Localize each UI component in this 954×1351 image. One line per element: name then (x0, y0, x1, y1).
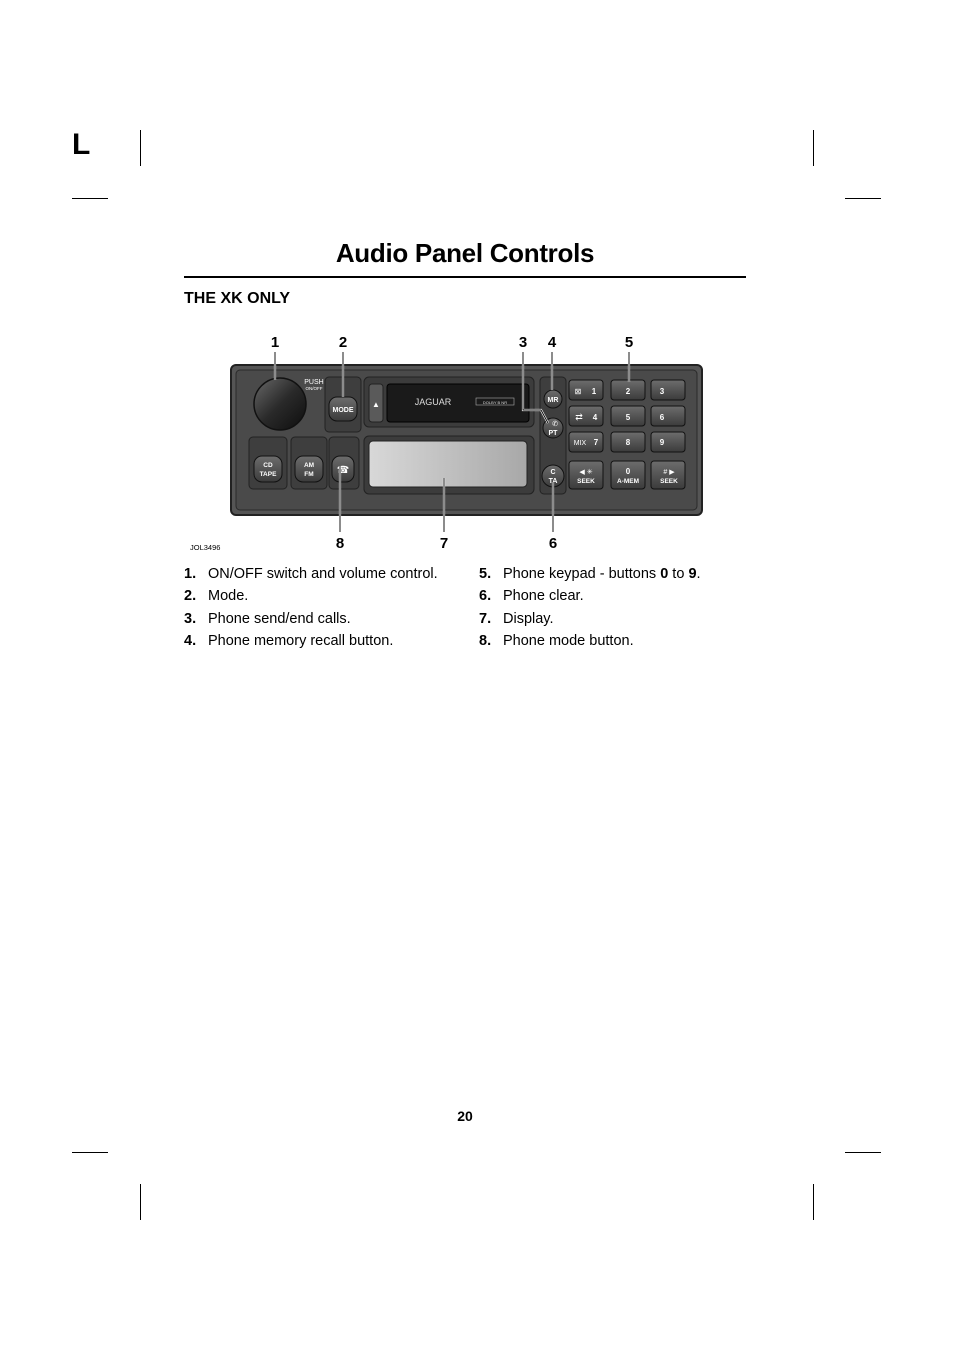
key-1-prefix: ⊠ (574, 387, 582, 396)
keypad (569, 380, 685, 489)
seek-right-label: SEEK (660, 478, 678, 485)
dolby-badge: DOLBY B NR (482, 400, 508, 405)
item-number: 5. (479, 566, 492, 582)
callout-1: 1 (270, 334, 280, 351)
key-1: 1 (591, 387, 597, 396)
cd-tape-button (254, 456, 282, 482)
crop-mark (72, 1152, 108, 1153)
pt-label: PT (548, 430, 558, 437)
item-number: 3. (184, 610, 197, 627)
amem-label: A-MEM (616, 478, 640, 485)
item-text: Display. (503, 610, 554, 627)
key-4-prefix: ⇄ (575, 412, 583, 422)
item-text: Phone mode button. (503, 632, 634, 649)
item-number: 1. (184, 566, 197, 582)
key-3: 3 (659, 387, 665, 396)
phone-icon: ☎ (336, 465, 350, 476)
page-title: Audio Panel Controls (335, 238, 595, 268)
callout-4: 4 (547, 334, 557, 351)
crop-mark (845, 1152, 881, 1153)
list-item (184, 585, 464, 607)
key-8: 8 (625, 438, 631, 447)
c-label: C (550, 469, 556, 476)
crop-mark (813, 1184, 814, 1220)
mr-label: MR (547, 397, 559, 404)
legend-list-right (479, 563, 749, 652)
audio-panel-figure (0, 0, 954, 560)
list-item (479, 585, 749, 607)
list-item (479, 608, 749, 630)
crop-mark (140, 1184, 141, 1220)
tape-label: TAPE (259, 471, 277, 478)
fm-label: FM (304, 471, 314, 478)
push-label: PUSH (304, 379, 324, 386)
list-item (184, 563, 464, 585)
item-number: 4. (184, 632, 197, 649)
item-text: Phone send/end calls. (208, 610, 351, 627)
key-9: 9 (659, 438, 665, 447)
mode-label: MODE (332, 407, 354, 414)
seek-right-icons: # ▶ (663, 469, 675, 476)
page-number: 20 (457, 1108, 473, 1124)
list-item (184, 608, 464, 630)
key-0: 0 (625, 467, 631, 476)
handset-icon: ✆ (552, 421, 558, 428)
item-number: 7. (479, 610, 492, 627)
item-text: Phone memory recall button. (208, 632, 394, 649)
list-item (479, 563, 749, 585)
ta-label: TA (548, 478, 558, 485)
am-fm-button (295, 456, 323, 482)
eject-icon: ▲ (372, 400, 380, 409)
item-text: Phone keypad - buttons 0 to 9. (503, 566, 701, 582)
cd-label: CD (263, 462, 273, 469)
list-item (479, 630, 749, 652)
key-4: 4 (592, 413, 598, 422)
figure-reference: JOL3496 (190, 543, 221, 552)
volume-knob (254, 378, 306, 430)
key-6: 6 (659, 413, 665, 422)
key-7: 7 (593, 438, 599, 447)
callout-7: 7 (439, 535, 449, 552)
seek-left-icons: ◀ ✳ (579, 469, 593, 476)
item-number: 8. (479, 632, 492, 649)
callout-2: 2 (338, 334, 348, 351)
key-5: 5 (625, 413, 631, 422)
legend-list-left (184, 563, 464, 652)
section-letter: L (72, 128, 91, 161)
item-text: Mode. (208, 588, 249, 605)
onoff-label: ON/OFF (305, 386, 323, 391)
callout-6: 6 (548, 535, 558, 552)
item-number: 6. (479, 588, 492, 605)
callout-5: 5 (624, 334, 634, 351)
list-item (184, 630, 464, 652)
callout-8: 8 (335, 535, 345, 552)
item-number: 2. (184, 588, 197, 605)
am-label: AM (303, 462, 315, 469)
callout-3: 3 (518, 334, 528, 351)
item-text: ON/OFF switch and volume control. (208, 566, 438, 582)
section-subtitle: THE XK ONLY (184, 290, 291, 307)
seek-left-label: SEEK (577, 478, 595, 485)
key-7-prefix: MIX (573, 440, 587, 447)
key-2: 2 (625, 387, 631, 396)
display-window (369, 441, 527, 487)
jaguar-logo: JAGUAR (414, 397, 452, 407)
item-text: Phone clear. (503, 588, 584, 605)
